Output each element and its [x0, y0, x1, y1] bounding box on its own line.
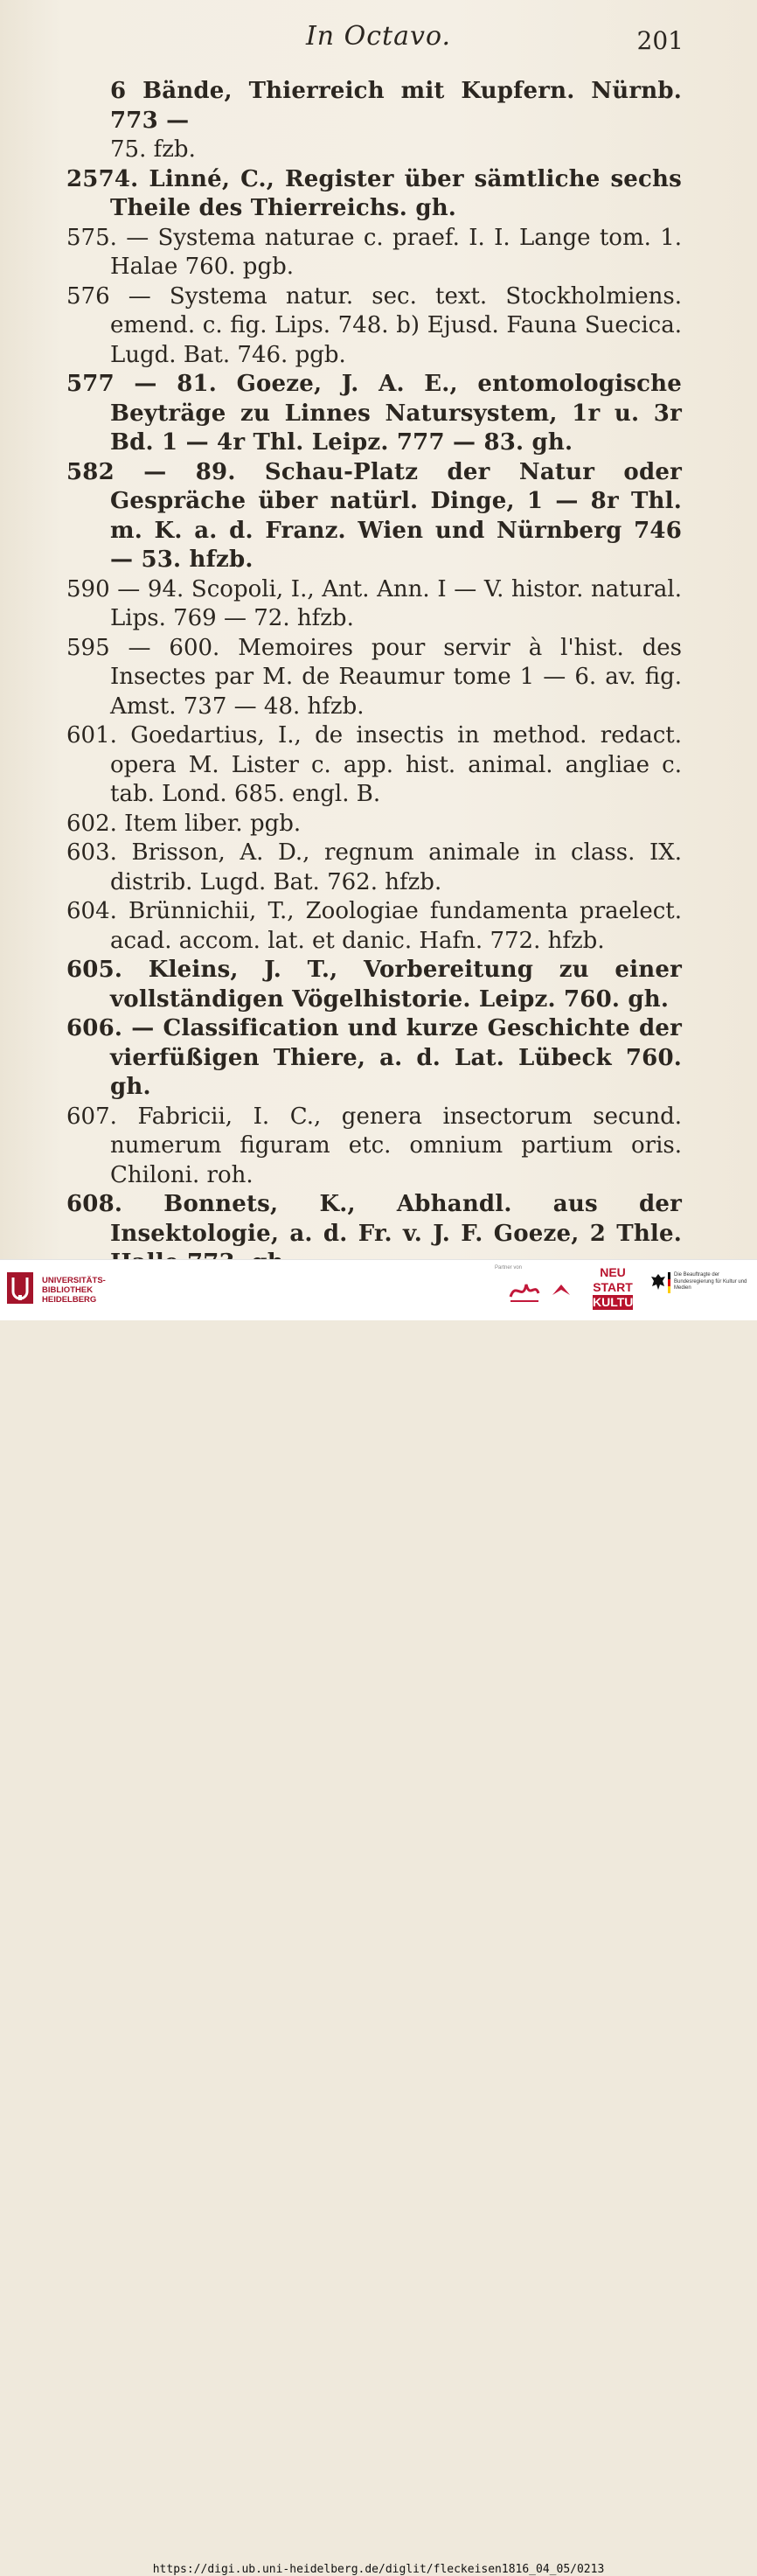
- catalog-entry: 595 — 600. Memoires pour servir à l'hist. des Insectes par M. de Reaumur tome 1 — 6. av. fig. Amst. 737 — 48. hfzb.: [66, 634, 682, 720]
- partner-label: Partner von: [495, 1265, 523, 1271]
- catalog-entry: 601. Goedartius, I., de insectis in method. redact. opera M. Lister c. app. hist. animal. angliae c. tab. Lond. 685. engl. B.: [66, 722, 682, 807]
- catalog-entry: 607. Fabricii, I. C., genera insectorum secund. numerum figuram etc. omnium partium oris. Chiloni. roh.: [66, 1103, 682, 1188]
- viewer-footer: [0, 1259, 757, 2576]
- catalog-entries: [66, 77, 682, 1278]
- university-library-logo-icon[interactable]: [7, 1272, 33, 1304]
- catalog-entry: 606. — Classification und kurze Geschichte der vierfüßigen Thiere, a. d. Lat. Lübeck 760. gh.: [66, 1015, 682, 1100]
- catalog-entry: 576 — Systema natur. sec. text. Stockholmiens. emend. c. fig. Lips. 748. b) Ejusd. Fauna Suecica. Lugd. Bat. 746. pgb.: [66, 282, 682, 368]
- neustart-line: KULTUR: [593, 1295, 642, 1309]
- catalog-entry: 2574. Linné, C., Register über sämtliche sechs Theile des Thierreichs. gh.: [66, 165, 682, 221]
- catalog-entry: 608. Bonnets, K., Abhandl. aus der Insektologie, a. d. Fr. v. J. F. Goeze, 2 Thle.: [66, 1191, 682, 1247]
- page-url[interactable]: https://digi.ub.uni-heidelberg.de/diglit/fleckeisen1816_04_05/0213: [152, 2563, 605, 2576]
- library-name-line: UNIVERSITÄTS-: [42, 1276, 106, 1285]
- catalog-entry: 605. Kleins, J. T., Vorbereitung zu einer vollständigen Vögelhistorie. Leipz. 760. gh.: [66, 957, 682, 1013]
- library-name-line: BIBLIOTHEK: [42, 1285, 94, 1295]
- catalog-entry: 604. Brünnichii, T., Zoologiae fundamenta praelect. acad. accom. lat. et danic. Hafn. 772. hfzb.: [66, 898, 682, 954]
- neustart-line: NEU: [600, 1265, 626, 1279]
- catalog-entry: 603. Brisson, A. D., regnum animale in class. IX. distrib. Lugd. Bat. 762. hfzb.: [66, 839, 682, 895]
- catalog-entry: 577 — 81. Goeze, J. A. E., entomologische Beyträge zu Linnes Natursystem, 1r u. 3r Bd. 1 — 4r Thl. Leipz. 777 — 83. gh.: [66, 371, 682, 456]
- catalog-entry: 590 — 94. Scopoli, I., Ant. Ann. I — V. histor. natural. Lips. 769 — 72. hfzb.: [66, 575, 682, 631]
- catalog-entry: 75. fzb.: [110, 136, 196, 163]
- catalog-entry: 602. Item liber. pgb.: [66, 810, 302, 837]
- library-name[interactable]: [42, 1276, 106, 1305]
- german-flag-bar: [668, 1272, 670, 1293]
- neustart-kultur-logo[interactable]: [589, 1265, 642, 1314]
- page-number: 201: [636, 26, 684, 55]
- catalog-entry: 6 Bände, Thierreich mit Kupfern. Nürnb. 773 —: [110, 78, 682, 134]
- catalog-entry: 575. — Systema naturae c. praef. I. I. Lange tom. 1. Halae 760. pgb.: [66, 224, 682, 280]
- library-name-line: HEIDELBERG: [42, 1295, 97, 1305]
- scanned-page: [0, 0, 757, 1259]
- partner-logo-icon[interactable]: [507, 1276, 542, 1305]
- running-head: In Octavo.: [305, 21, 452, 52]
- federal-eagle-icon: [650, 1272, 666, 1291]
- partner-bird-icon[interactable]: [549, 1279, 573, 1302]
- catalog-entry: 582 — 89. Schau-Platz der Natur oder Gespräche über natürl. Dinge, 1 — 8r Thl. m. K. a. d. Franz. Wien und Nürnberg 746 — 53. hfzb.: [66, 458, 682, 573]
- neustart-line: START: [593, 1280, 633, 1294]
- bkm-label[interactable]: Die Beauftragte der Bundesregierung für Kultur und Medien: [674, 1272, 747, 1291]
